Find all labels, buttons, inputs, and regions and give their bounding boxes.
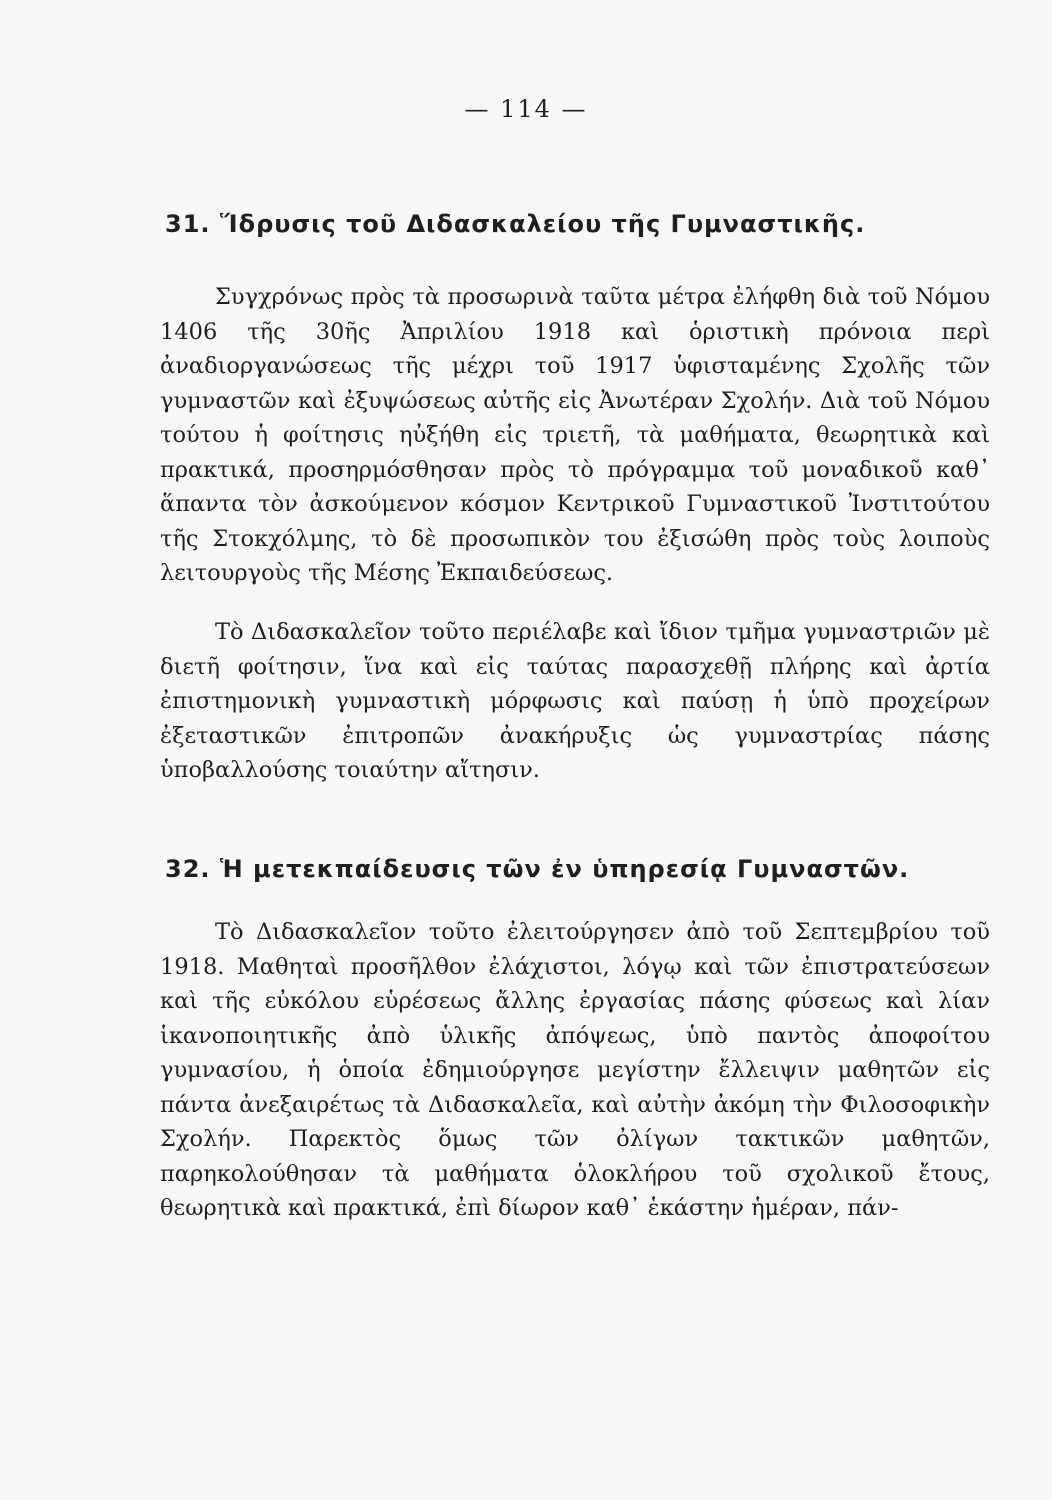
section-heading-31: 31. Ἵδρυσις τοῦ Διδασκαλείου τῆς Γυμναστικῆς. (165, 210, 866, 238)
page-number: — 114 — (464, 95, 588, 123)
paragraph: Τὸ Διδασκαλεῖον τοῦτο ἐλειτούργησεν ἀπὸ τοῦ Σεπτεμβρίου τοῦ 1918. Μαθηταὶ προσῆλθον ἐλάχιστοι, λόγῳ καὶ τῶν ἐπιστρατεύσεων καὶ τῆς εὐκόλου εὑρέσεως ἄλλης ἐργασίας πάσης φύσεως καὶ λίαν ἱκανοποιητικῆς ἀπὸ ὑλικῆς ἀπόψεως, ὑπὸ παντὸς ἀποφοίτου γυμνασίου, ἡ ὁποία ἐδημιούργησε μεγίστην ἔλλειψιν μαθητῶν εἰς πάντα ἀνεξαιρέτως τὰ Διδασκαλεῖα, καὶ αὐτὴν ἀκόμη τὴν Φιλοσοφικὴν Σχολήν. Παρεκτὸς ὅμως τῶν ὀλίγων τακτικῶν μαθητῶν, παρηκολούθησαν τὰ μαθήματα ὁλοκλήρου τοῦ σχολικοῦ ἔτους, θεωρητικὰ καὶ πρακτικά, ἐπὶ δίωρον καθ᾽ ἑκάστην ἡμέραν, πάν- (160, 919, 990, 1221)
paragraph: Συγχρόνως πρὸς τὰ προσωρινὰ ταῦτα μέτρα ἐλήφθη διὰ τοῦ Νόμου 1406 τῆς 30ῆς Ἀπριλίου 1918 καὶ ὁριστικὴ πρόνοια περὶ ἀναδιοργανώσεως τῆς μέχρι τοῦ 1917 ὑφισταμένης Σχολῆς τῶν γυμναστῶν καὶ ἐξυψώσεως αὐτῆς εἰς Ἀνωτέραν Σχολήν. Διὰ τοῦ Νόμου τούτου ἡ φοίτησις ηὐξήθη εἰς τριετῆ, τὰ μαθήματα, θεωρητικὰ καὶ πρακτικά, προσηρμόσθησαν πρὸς τὸ πρόγραμμα τοῦ μοναδικοῦ καθ᾽ ἅπαντα τὸν ἀσκούμενον κόσμον Κεντρικοῦ Γυμναστικοῦ Ἰνστιτούτου τῆς Στοκχόλμης, τὸ δὲ προσωπικὸν του ἐξισώθη πρὸς τοὺς λοιποὺς λειτουργοὺς τῆς Μέσης Ἐκπαιδεύσεως. (160, 284, 990, 586)
section-heading-32: 32. Ἡ μετεκπαίδευσις τῶν ἐν ὑπηρεσίᾳ Γυμναστῶν. (165, 855, 910, 883)
paragraph: Τὸ Διδασκαλεῖον τοῦτο περιέλαβε καὶ ἴδιον τμῆμα γυμναστριῶν μὲ διετῆ φοίτησιν, ἵνα καὶ εἰς ταύτας παρασχεθῇ πλήρης καὶ ἀρτία ἐπιστημονικὴ γυμναστικὴ μόρφωσις καὶ παύσῃ ἡ ὑπὸ προχείρων ἐξεταστικῶν ἐπιτροπῶν ἀνακήρυξις ὡς γυμναστρίας πάσης ὑποβαλλούσης τοιαύτην αἴτησιν. (160, 619, 990, 783)
